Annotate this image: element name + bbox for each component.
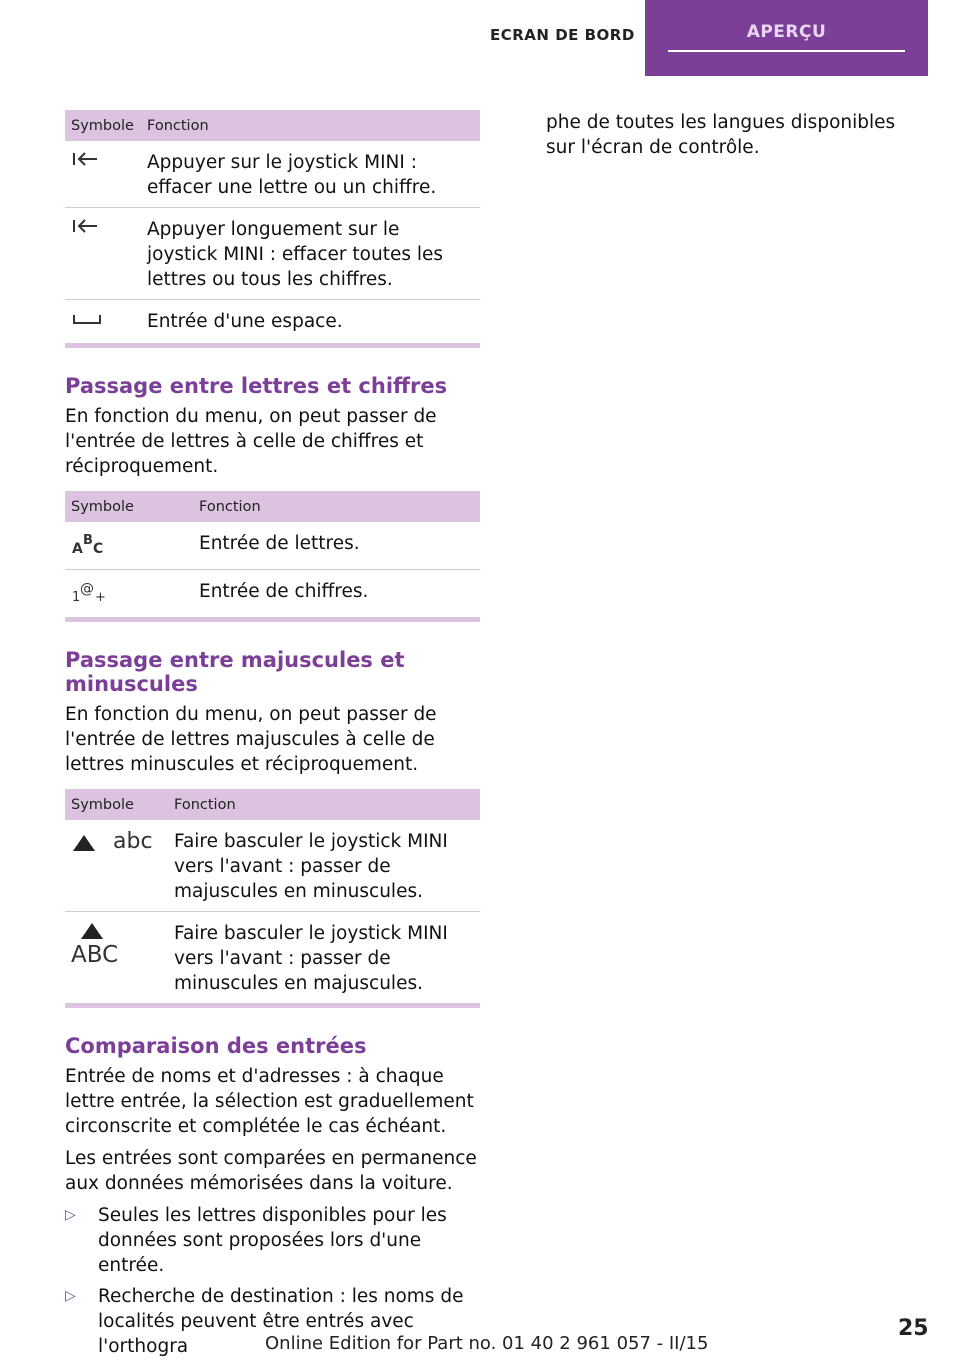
table-head-symbol: Symbole — [65, 491, 193, 522]
table-end-rule — [65, 343, 480, 348]
continued-text: phe de toutes les langues disponibles sur l'écran de contrôle. — [546, 112, 896, 158]
footer-edition: Online Edition for Part no. 01 40 2 961 057 - II/15 — [265, 1333, 709, 1354]
list-item-text: Recherche de destination : les noms de localités peuvent être entrés avec l'orthogra — [98, 1286, 464, 1357]
table-row — [65, 141, 480, 208]
table-head-symbol: Symbole — [65, 789, 168, 820]
symbol-label: ABC — [71, 942, 119, 968]
header-tab — [645, 0, 928, 76]
svg-text:+: + — [95, 590, 106, 603]
svg-text:A: A — [72, 541, 83, 555]
table-head-function: Fonction — [168, 789, 480, 820]
delete-symbol-table — [65, 110, 480, 343]
case-table — [65, 789, 480, 1003]
section-paragraph: Les entrées sont comparées en permanence aux données mémorisées dans la voiture. — [65, 1148, 477, 1194]
header-tab-label: APERÇU — [668, 0, 905, 52]
triangle-up-icon — [79, 921, 105, 941]
table-cell-function: Appuyer sur le joystick MINI : effacer une lettre ou un chiffre. — [141, 141, 480, 208]
backspace-icon — [65, 141, 141, 208]
svg-text:1: 1 — [72, 590, 81, 603]
table-row — [65, 820, 480, 912]
section-body-case: En fonction du menu, on peut passer de l'entrée de lettres majuscules à celle de lettres minuscules et réciproquement. — [65, 704, 437, 775]
table-cell-function: Entrée de lettres. — [193, 522, 480, 570]
table-row — [65, 300, 480, 344]
list-item-text: Seules les lettres disponibles pour les données sont proposées lors d'une entrée. — [98, 1205, 447, 1276]
table-cell-function: Entrée d'une espace. — [147, 311, 343, 332]
section-title-case: Passage entre majuscules et minuscules — [65, 648, 405, 696]
uppercase-icon — [65, 912, 168, 1004]
section-body-letters-digits: En fonction du menu, on peut passer de l'entrée de lettres à celle de chiffres et réciproquement. — [65, 406, 437, 477]
letters-icon — [65, 522, 193, 570]
table-row — [65, 208, 480, 300]
section-title-compare: Comparaison des entrées — [65, 1034, 367, 1058]
table-head-symbol: Symbole — [65, 110, 141, 141]
space-icon — [65, 300, 141, 344]
table-cell-function: Entrée de chiffres. — [199, 581, 369, 602]
section-title-letters-digits: Passage entre lettres et chiffres — [65, 374, 448, 398]
table-cell-function: Faire basculer le joystick MINI vers l'avant : passer de majuscules en minuscules. — [168, 820, 480, 912]
svg-text:C: C — [93, 541, 104, 555]
table-end-rule — [65, 617, 480, 622]
table-row — [65, 522, 480, 570]
letters-digits-table — [65, 491, 480, 617]
left-column — [65, 110, 480, 1365]
table-head-function: Fonction — [193, 491, 480, 522]
symbol-label: abc — [113, 829, 153, 854]
table-end-rule — [65, 1003, 480, 1008]
digits-icon — [65, 570, 193, 618]
table-cell-function: Appuyer longuement sur le joystick MINI : effacer toutes les lettres ou tous les chiffres. — [141, 208, 480, 300]
list-item — [65, 1203, 480, 1278]
table-row — [65, 912, 480, 1004]
svg-text:B: B — [83, 533, 93, 548]
svg-text:@: @ — [80, 581, 94, 597]
backspace-icon — [65, 208, 141, 300]
section-header: ECRAN DE BORD — [490, 26, 635, 44]
section-paragraph: Entrée de noms et d'adresses : à chaque lettre entrée, la sélection est graduellement circonscrite et complétée le cas échéant. — [65, 1066, 474, 1137]
lowercase-icon — [65, 820, 168, 912]
right-column — [546, 110, 916, 167]
table-head-function: Fonction — [141, 110, 480, 141]
page-number: 25 — [898, 1316, 929, 1341]
table-row — [65, 570, 480, 618]
bullet-triangle-icon: ▷ — [65, 1207, 76, 1223]
triangle-up-icon — [71, 833, 97, 853]
table-cell-function: Faire basculer le joystick MINI vers l'avant : passer de minuscules en majuscules. — [174, 923, 448, 994]
bullet-triangle-icon: ▷ — [65, 1288, 76, 1304]
